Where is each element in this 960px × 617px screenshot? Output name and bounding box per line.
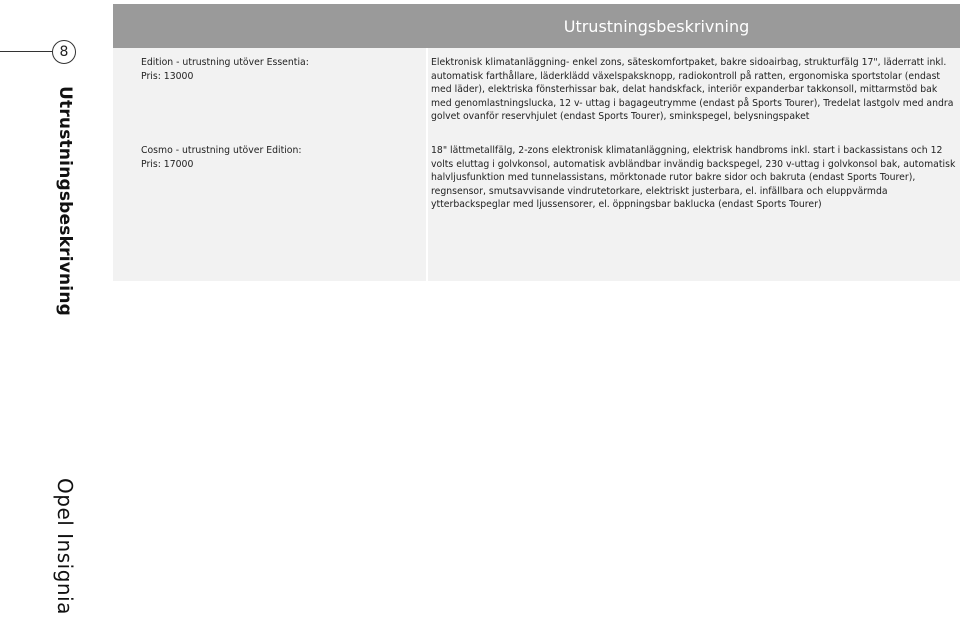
section-title-vertical: Utrustningsbeskrivning — [55, 86, 75, 316]
table-row — [141, 56, 421, 83]
page-number-rule — [0, 51, 56, 52]
trim-label: Cosmo - utrustning utöver Edition: — [141, 145, 302, 156]
trim-description: 18" lättmetallfälg, 2-zons elektronisk klimatanläggning, elektrisk handbroms inkl. start i backassistans och 12 volts eluttag i golvkonsol, automatisk avbländbar invändig backspegel, 230 v-uttag i golvkonsol bak, automatisk halvljusfunktion med tunnelassistans, mörktonade rutor bakre sidor och bakruta (endast Sports Tourer), regnsensor, smutsavvisande vindrutetorkare, elektriskt justerbara, el. infällbara och eluppvärmda ytterbackspeglar med ljussensorer, el. öppningsbar baklucka (endast Sports Tourer) — [431, 145, 956, 210]
trim-description: Elektronisk klimatanläggning- enkel zons, säteskomfortpaket, bakre sidoairbag, strukturfälg 17", läderratt inkl. automatisk farthållare, läderklädd växelspaksknopp, radiokontroll på ratten, ergonomiska sportstolar (endast med läder), elektriska fönsterhissar bak, delat handskfack, interiör expanderbar takkonsoll, mittarmstöd bak med genomlastningslucka, 12 v- uttag i bagageutrymme (endast på Sports Tourer), Tredelat lastgolv med andra golvet ovanför reservhjulet (endast Sports Tourer), sminkspegel, belysningspaket — [431, 57, 954, 122]
table-body — [113, 48, 960, 281]
table-header — [113, 4, 960, 48]
trim-label: Edition - utrustning utöver Essentia: — [141, 57, 309, 68]
page-number: 8 — [52, 40, 76, 64]
table-header-title: Utrustningsbeskrivning — [563, 16, 750, 36]
table-row — [141, 144, 421, 171]
equipment-table — [113, 4, 960, 281]
brand-title-vertical: Opel Insignia — [53, 478, 77, 615]
trim-price: Pris: 13000 — [141, 70, 194, 82]
trim-price: Pris: 17000 — [141, 158, 194, 170]
